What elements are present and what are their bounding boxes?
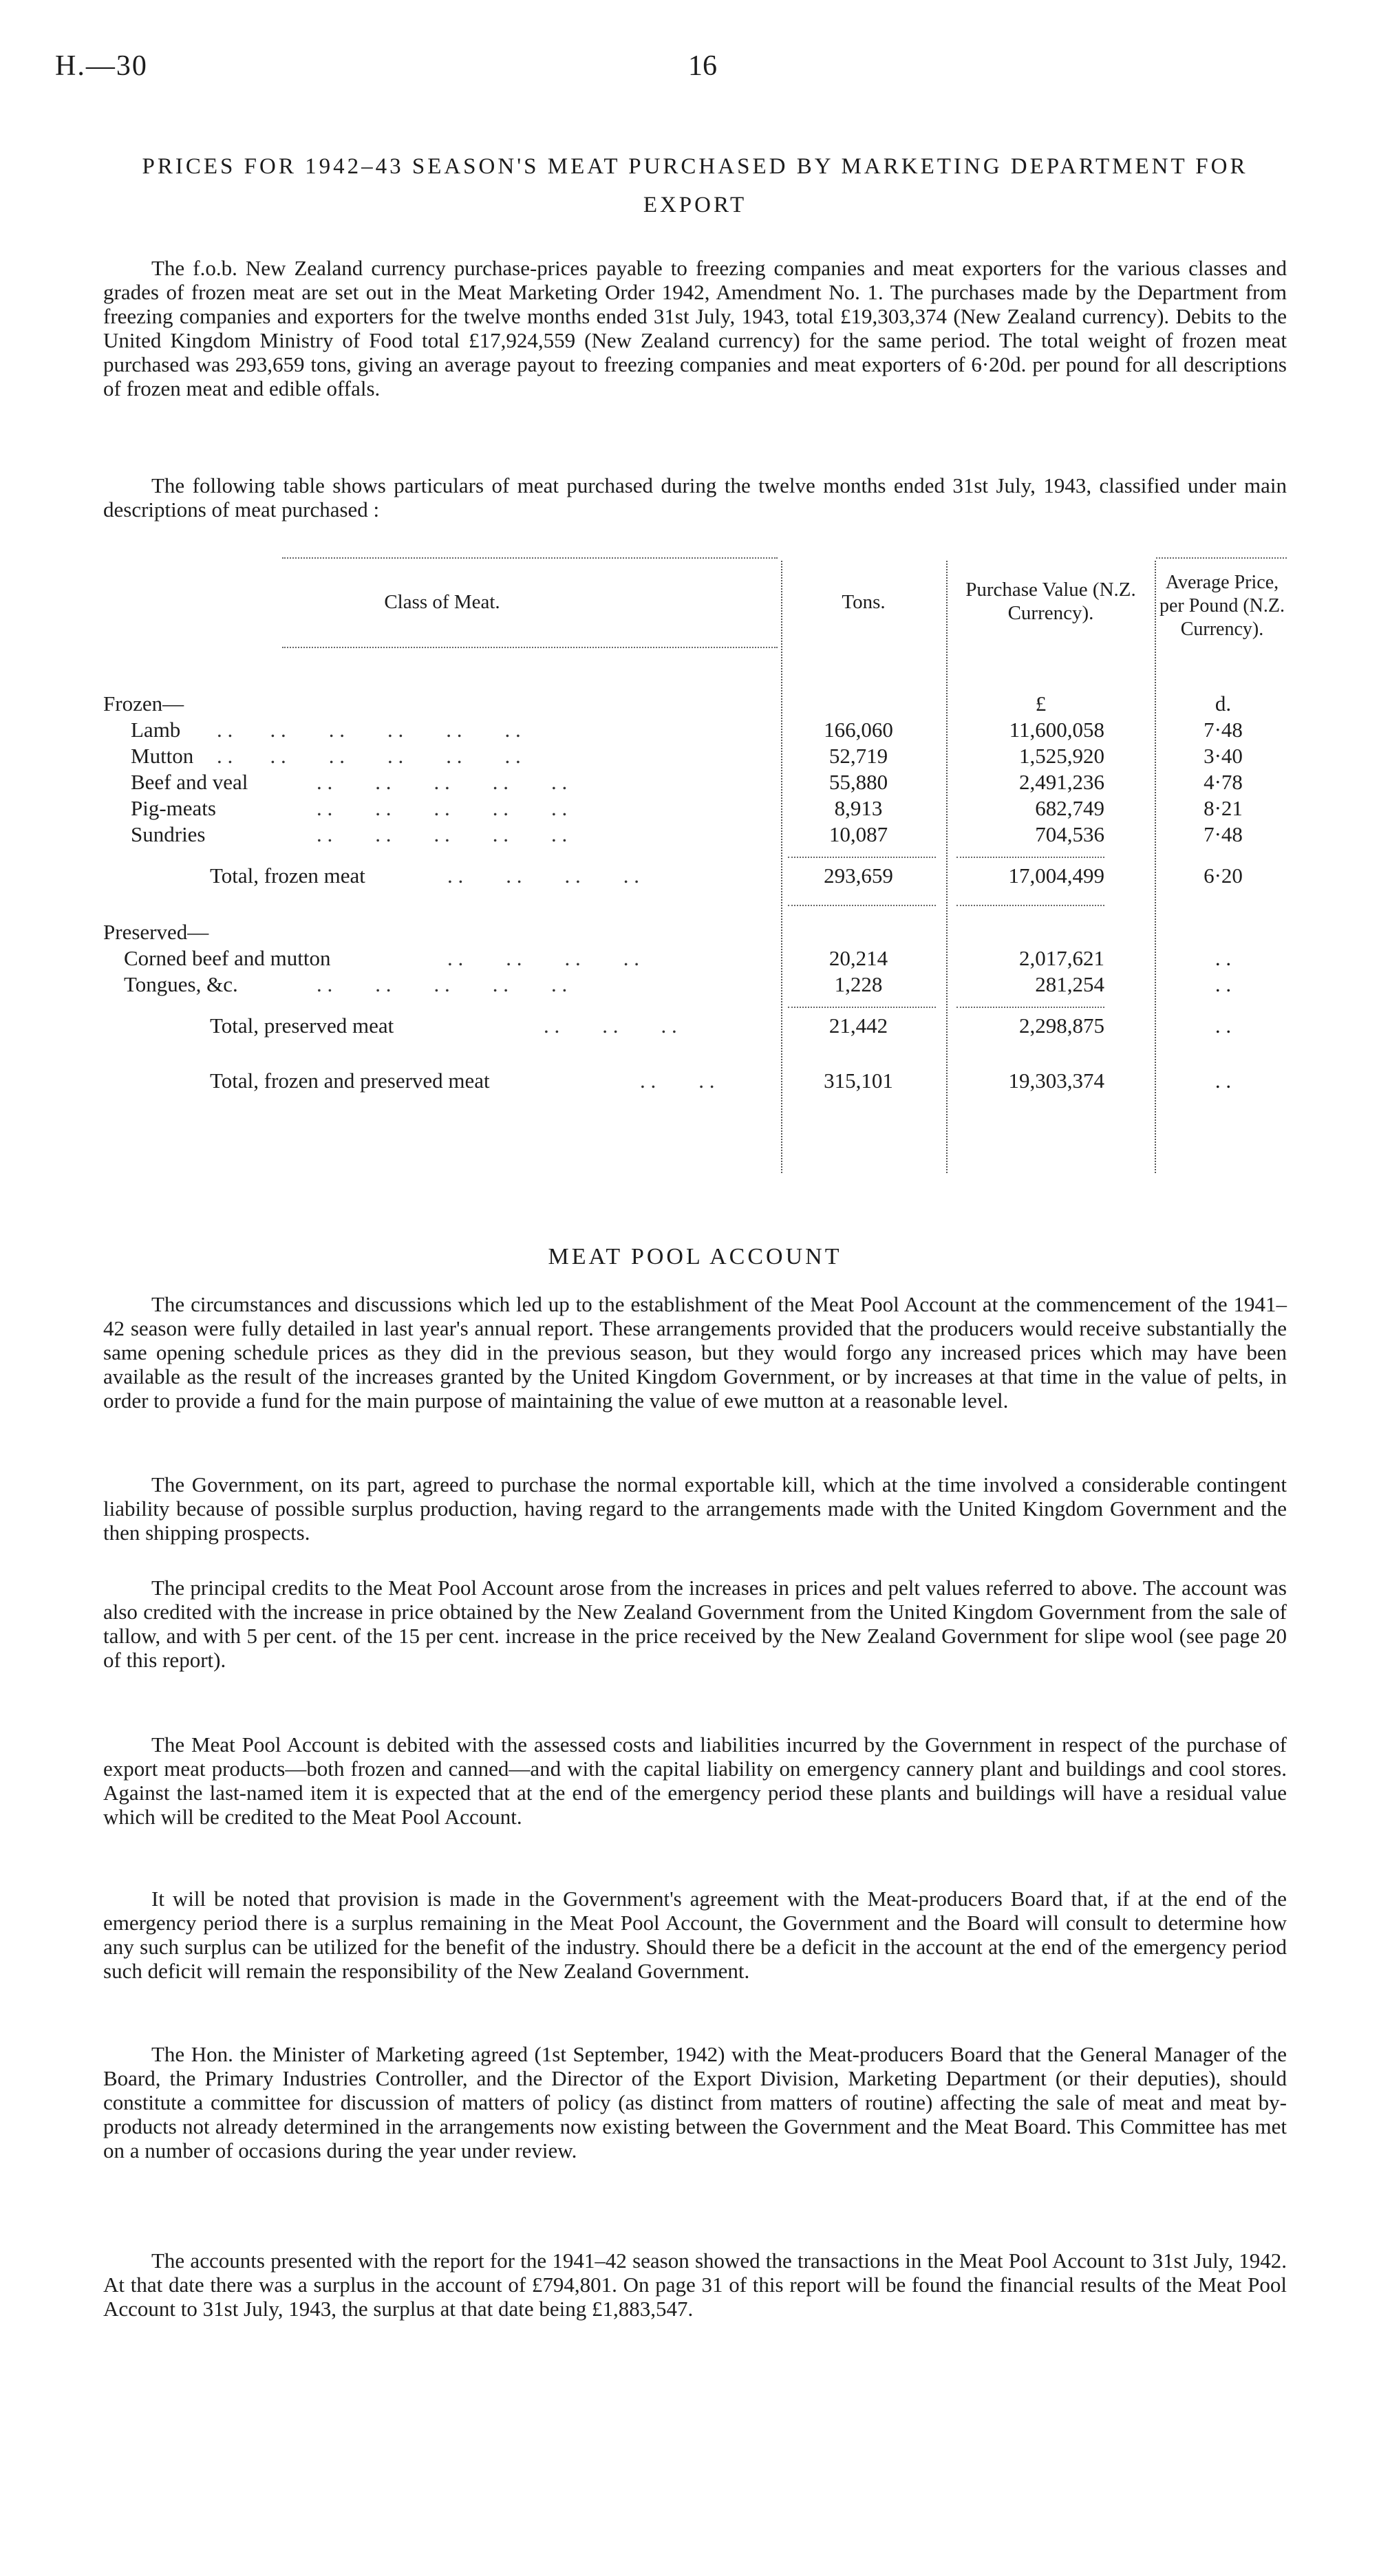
table-row-frozen-heading [103,691,1287,718]
table-row: Pig-meats . . . . . . . . . . 8,913 682,749 8·21 [103,796,1287,822]
header-tons: Tons. [842,591,886,613]
table-row-preserved-heading [103,920,1287,946]
row-label: Beef and veal [131,770,248,794]
header-average-price: Average Price, per Pound (N.Z. Currency). [1159,572,1285,640]
cell-value: 682,749 [1035,796,1104,820]
meat-pool-paragraph-7: The accounts presented with the report for the 1941–42 season showed the transactions in the Meat Pool Account to 31st July, 1942. At that date there was a surplus in the account of £794,801. On page 31 of this report will be found the financial results of the Meat Pool Account to 31st July, 1943, the surplus at that date being £1,883,547. [103,2248,1287,2321]
meat-pool-paragraph-5: It will be noted that provision is made in the Government's agreement with the Meat-producers Board that, if at the end of the emergency period there is a surplus remaining in the Meat Pool Account, the Government and the Board will consult to determine how any such surplus can be utilized for the benefit of the industry. Should there be a deficit in the account at the end of the emergency period such deficit will remain the responsibility of the New Zealand Government. [103,1887,1287,1983]
preserved-total-label: Total, preserved meat [210,1013,394,1038]
preserved-total-tons: 21,442 [828,1013,888,1038]
cell-price: 7·48 [1204,822,1243,846]
cell-tons: 55,880 [828,770,888,794]
preserved-total-value: 2,298,875 [1019,1013,1104,1038]
table-row: Mutton . . . . . . . . . . . . 52,719 1,525,920 3·40 [103,744,1287,770]
row-label: Tongues, &c. [124,972,238,996]
meat-pool-paragraph-4: The Meat Pool Account is debited with the assessed costs and liabilities incurred by the Government in respect of the purchase of export meat products—both frozen and canned—and with the capital liability on emergency cannery plant and buildings and cool stores. Against the last-named item it is expected that at the end of the emergency period these plants and buildings will have a residual value which will be credited to the Meat Pool Account. [103,1732,1287,1829]
frozen-total-price: 6·20 [1204,863,1243,888]
table-row: Lamb . . . . . . . . . . . . 166,060 11,600,058 7·48 [103,718,1287,744]
table-row: Tongues, &c. . . . . . . . . . . 1,228 281,254 . . [103,972,1287,998]
meat-pool-paragraph-6: The Hon. the Minister of Marketing agreed (1st September, 1942) with the Meat-producers Board that the General Manager of the Board, the Primary Industries Controller, and the Director of the Export Division, Marketing Department (or their deputies), should constitute a committee for discussion of matters of policy (as distinct from matters of routine) affecting the sale of meat and meat by-products not already determined in the arrangements now existing between the Government and the Meat Board. This Committee has met on a number of occasions during the year under review. [103,2042,1287,2162]
row-label: Mutton [131,744,194,768]
unit-pence: d. [1215,691,1232,716]
cell-price: 3·40 [1204,744,1243,768]
cell-value: 2,491,236 [1019,770,1104,794]
preserved-total-price: . . [1215,1013,1232,1038]
section-title-meat-pool: MEAT POOL ACCOUNT [548,1244,842,1269]
grand-total-value: 19,303,374 [1008,1069,1104,1093]
header-purchase-value: Purchase Value (N.Z. Currency). [965,579,1136,624]
meat-purchase-table [103,544,1287,1183]
cell-value: 1,525,920 [1019,744,1104,768]
meat-pool-paragraph-1: The circumstances and discussions which led up to the establishment of the Meat Pool Account at the commencement of the 1941–42 season were fully detailed in last year's annual report. These arrangements provided that the producers would receive substantially the same opening schedule prices as they did in the previous season, but they would forgo any increased prices which may have been available as the result of the increases granted by the United Kingdom Government, or by increases at that time in the value of pelts, in order to provide a fund for the main purpose of maintaining the value of ewe mutton at a reasonable level. [103,1292,1287,1413]
grand-total-tons: 315,101 [824,1069,893,1093]
table-row-frozen-total: Total, frozen meat . . . . . . . . 293,659 17,004,499 6·20 [103,863,1287,905]
frozen-total-value: 17,004,499 [1008,863,1104,888]
frozen-total-tons: 293,659 [824,863,893,888]
page-number: 16 [688,50,717,82]
table-intro-paragraph: The following table shows particulars of meat purchased during the twelve months ended 31st July, 1943, classified under main descriptions of meat purchased : [103,473,1287,522]
row-label: Lamb [131,718,181,742]
cell-price: . . [1215,972,1232,996]
cell-tons: 20,214 [828,946,888,970]
cell-tons: 1,228 [834,972,883,996]
preserved-group-label: Preserved— [103,920,209,944]
table-body [103,691,1287,1095]
document-reference: H.—30 [55,50,148,82]
grand-total-label: Total, frozen and preserved meat [210,1069,490,1093]
meat-pool-paragraph-3: The principal credits to the Meat Pool Account arose from the increases in prices and pelt values referred to above. The account was also credited with the increase in price obtained by the New Zealand Government from the United Kingdom Government from the sale of tallow, and with 5 per cent. of the 15 per cent. increase in the price received by the New Zealand Government for slipe wool (see page 20 of this report). [103,1576,1287,1672]
table-row: Corned beef and mutton . . . . . . . . 20,214 2,017,621 . . [103,946,1287,972]
cell-price: . . [1215,946,1232,970]
table-row-preserved-total: Total, preserved meat . . . . . . 21,442 2,298,875 . . [103,1013,1287,1069]
table-row: Sundries . . . . . . . . . . 10,087 704,536 7·48 [103,822,1287,848]
meat-pool-paragraph-2: The Government, on its part, agreed to purchase the normal exportable kill, which at the time involved a considerable contingent liability because of possible surplus production, having regard to the arrangements made with the United Kingdom Government and the then shipping prospects. [103,1472,1287,1545]
cell-price: 8·21 [1204,796,1243,820]
table-row-grand-total: Total, frozen and preserved meat . . . . 315,101 19,303,374 . . [103,1069,1287,1095]
frozen-total-label: Total, frozen meat [210,863,365,888]
row-label: Sundries [131,822,206,846]
cell-tons: 166,060 [824,718,893,742]
cell-value: 281,254 [1035,972,1104,996]
cell-price: 4·78 [1204,770,1243,794]
grand-total-price: . . [1215,1069,1232,1093]
header-class-of-meat: Class of Meat. [384,591,500,613]
unit-pounds: £ [1035,691,1047,716]
cell-value: 11,600,058 [1009,718,1104,742]
cell-price: 7·48 [1204,718,1243,742]
cell-tons: 8,913 [834,796,883,820]
cell-tons: 10,087 [828,822,888,846]
row-label: Pig-meats [131,796,216,820]
frozen-group-label: Frozen— [103,691,184,716]
cell-tons: 52,719 [828,744,888,768]
cell-value: 2,017,621 [1019,946,1104,970]
table-row: Beef and veal . . . . . . . . . . 55,880 2,491,236 4·78 [103,770,1287,796]
row-label: Corned beef and mutton [124,946,331,970]
intro-paragraph: The f.o.b. New Zealand currency purchase-prices payable to freezing companies and meat exporters for the various classes and grades of frozen meat are set out in the Meat Marketing Order 1942, Amendment No. 1. The purchases made by the Department from freezing companies and exporters for the twelve months ended 31st July, 1943, total £19,303,374 (New Zealand currency). Debits to the United Kingdom Ministry of Food total £17,924,559 (New Zealand currency) for the same period. The total weight of frozen meat purchased was 293,659 tons, giving an average payout to freezing companies and meat exporters of 6·20d. per pound for all descriptions of frozen meat and edible offals. [103,256,1287,400]
section-title-prices: PRICES FOR 1942–43 SEASON'S MEAT PURCHASED BY MARKETING DEPARTMENT FOR EXPORT [142,154,1248,217]
cell-value: 704,536 [1035,822,1104,846]
